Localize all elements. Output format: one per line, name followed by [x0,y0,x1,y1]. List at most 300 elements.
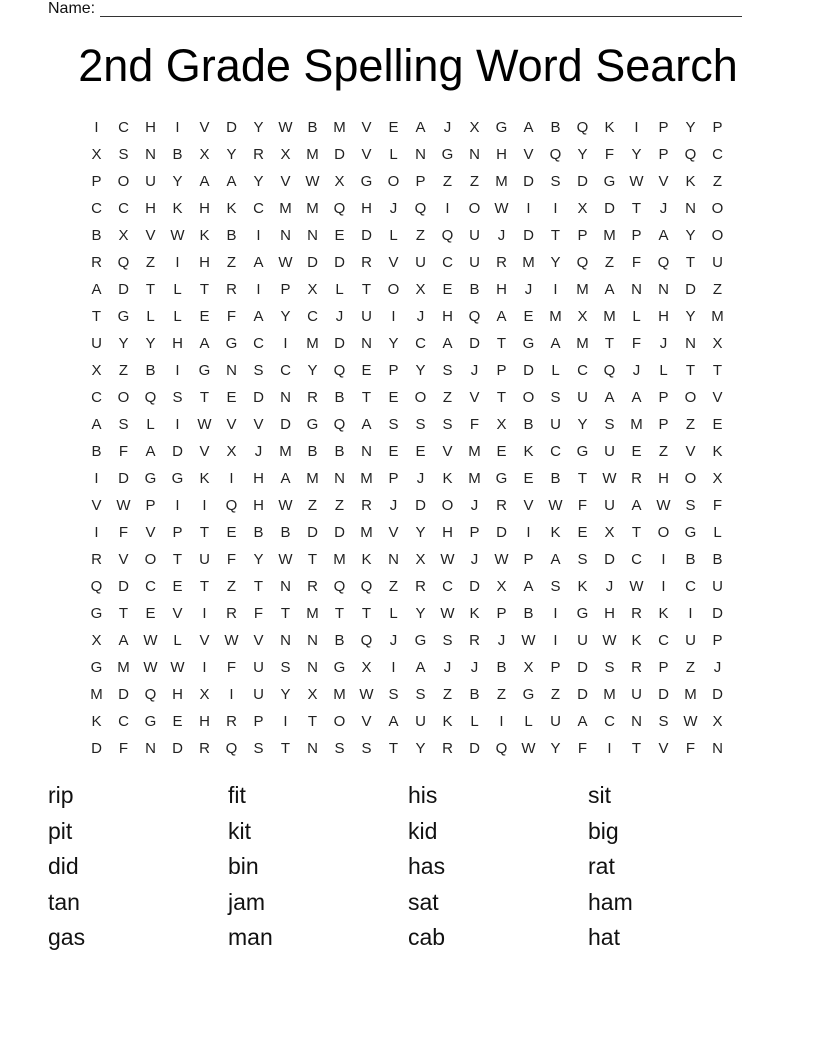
grid-letter[interactable]: T [280,740,291,757]
grid-letter[interactable]: E [631,443,642,460]
grid-letter[interactable]: B [91,443,102,460]
grid-letter[interactable]: W [602,470,617,487]
grid-letter[interactable]: T [685,362,696,379]
grid-letter[interactable]: A [91,281,102,298]
grid-letter[interactable]: I [202,659,207,676]
grid-letter[interactable]: X [91,146,102,163]
grid-letter[interactable]: D [523,173,534,190]
grid-letter[interactable]: V [199,632,210,649]
grid-letter[interactable]: W [629,578,644,595]
grid-letter[interactable]: S [550,389,561,406]
grid-letter[interactable]: F [226,551,237,568]
grid-letter[interactable]: N [685,335,696,352]
grid-letter[interactable]: D [334,254,345,271]
grid-letter[interactable]: R [631,659,642,676]
grid-letter[interactable]: M [603,308,616,325]
grid-letter[interactable]: G [90,659,103,676]
grid-letter[interactable]: A [496,308,507,325]
grid-letter[interactable]: I [283,713,288,730]
grid-letter[interactable]: G [495,119,508,136]
grid-letter[interactable]: Q [576,254,589,271]
grid-letter[interactable]: V [685,443,696,460]
grid-letter[interactable]: T [496,335,507,352]
grid-letter[interactable]: Y [685,227,696,244]
grid-letter[interactable]: S [388,416,399,433]
grid-letter[interactable]: T [604,335,615,352]
grid-letter[interactable]: M [360,470,373,487]
grid-letter[interactable]: M [711,308,724,325]
grid-letter[interactable]: Y [172,173,183,190]
grid-letter[interactable]: V [253,632,264,649]
grid-letter[interactable]: V [199,443,210,460]
grid-letter[interactable]: T [118,605,129,622]
grid-letter[interactable]: Y [226,146,237,163]
grid-letter[interactable]: G [522,335,535,352]
grid-letter[interactable]: W [143,632,158,649]
grid-letter[interactable]: W [116,497,131,514]
grid-letter[interactable]: N [280,578,291,595]
grid-letter[interactable]: I [256,227,261,244]
grid-letter[interactable]: P [631,227,642,244]
grid-letter[interactable]: W [494,200,509,217]
grid-letter[interactable]: Y [685,119,696,136]
grid-letter[interactable]: T [550,227,561,244]
grid-letter[interactable]: O [387,173,400,190]
grid-letter[interactable]: P [550,659,561,676]
grid-letter[interactable]: I [229,470,234,487]
grid-letter[interactable]: K [631,632,642,649]
grid-letter[interactable]: W [548,497,563,514]
grid-letter[interactable]: S [415,686,426,703]
grid-letter[interactable]: D [118,470,129,487]
grid-letter[interactable]: O [333,713,346,730]
grid-letter[interactable]: J [389,497,398,514]
grid-letter[interactable]: S [550,173,561,190]
grid-letter[interactable]: D [334,524,345,541]
grid-letter[interactable]: Q [117,254,130,271]
grid-letter[interactable]: Y [415,740,426,757]
grid-letter[interactable]: R [226,605,237,622]
grid-letter[interactable]: M [333,119,346,136]
grid-letter[interactable]: Q [333,362,346,379]
grid-letter[interactable]: C [118,200,129,217]
grid-letter[interactable]: I [256,281,261,298]
grid-letter[interactable]: W [359,686,374,703]
grid-letter[interactable]: T [712,362,723,379]
grid-letter[interactable]: R [307,578,318,595]
grid-letter[interactable]: C [442,578,453,595]
grid-letter[interactable]: C [577,362,588,379]
grid-letter[interactable]: D [118,686,129,703]
grid-letter[interactable]: E [415,443,426,460]
grid-letter[interactable]: M [495,173,508,190]
grid-letter[interactable]: N [145,146,156,163]
grid-letter[interactable]: Q [333,578,346,595]
grid-letter[interactable]: S [253,362,264,379]
grid-letter[interactable]: M [576,335,589,352]
grid-letter[interactable]: M [90,686,103,703]
grid-letter[interactable]: R [307,389,318,406]
grid-letter[interactable]: O [144,551,157,568]
grid-letter[interactable]: B [685,551,696,568]
grid-letter[interactable]: M [684,686,697,703]
grid-letter[interactable]: A [388,713,399,730]
grid-letter[interactable]: N [361,335,372,352]
grid-letter[interactable]: D [226,119,237,136]
grid-letter[interactable]: H [199,713,210,730]
grid-letter[interactable]: F [118,443,129,460]
grid-letter[interactable]: I [688,605,693,622]
grid-letter[interactable]: R [253,146,264,163]
grid-letter[interactable]: Z [388,578,399,595]
grid-letter[interactable]: W [440,551,455,568]
grid-letter[interactable]: D [91,740,102,757]
grid-letter[interactable]: Z [658,443,669,460]
grid-letter[interactable]: M [333,686,346,703]
grid-letter[interactable]: B [523,605,534,622]
grid-letter[interactable]: V [361,119,372,136]
grid-letter[interactable]: K [604,119,615,136]
grid-letter[interactable]: N [631,281,642,298]
grid-letter[interactable]: J [470,362,479,379]
grid-letter[interactable]: P [388,470,399,487]
grid-letter[interactable]: J [254,443,263,460]
grid-letter[interactable]: M [306,335,319,352]
grid-letter[interactable]: C [712,146,723,163]
grid-letter[interactable]: E [361,362,372,379]
grid-letter[interactable]: P [496,362,507,379]
grid-letter[interactable]: N [361,443,372,460]
grid-letter[interactable]: S [118,416,129,433]
grid-letter[interactable]: S [658,713,669,730]
grid-letter[interactable]: X [361,659,372,676]
grid-letter[interactable]: B [280,524,291,541]
grid-letter[interactable]: V [118,551,129,568]
grid-letter[interactable]: P [91,173,102,190]
grid-letter[interactable]: J [524,281,533,298]
grid-letter[interactable]: J [335,308,344,325]
grid-letter[interactable]: B [307,119,318,136]
grid-letter[interactable]: C [253,335,264,352]
grid-letter[interactable]: C [91,200,102,217]
grid-letter[interactable]: V [172,605,183,622]
grid-letter[interactable]: Q [657,254,670,271]
grid-letter[interactable]: A [415,119,426,136]
grid-letter[interactable]: Z [469,173,480,190]
grid-letter[interactable]: X [307,686,318,703]
grid-letter[interactable]: S [577,551,588,568]
grid-letter[interactable]: V [253,416,264,433]
grid-letter[interactable]: L [524,713,533,730]
grid-letter[interactable]: A [550,551,561,568]
grid-letter[interactable]: L [335,281,344,298]
grid-letter[interactable]: M [306,605,319,622]
grid-letter[interactable]: C [685,578,696,595]
grid-letter[interactable]: T [199,578,210,595]
grid-letter[interactable]: A [253,254,264,271]
grid-letter[interactable]: Y [415,524,426,541]
grid-letter[interactable]: Y [280,308,291,325]
grid-letter[interactable]: P [388,362,399,379]
grid-letter[interactable]: W [494,551,509,568]
grid-letter[interactable]: V [469,389,480,406]
grid-letter[interactable]: N [307,227,318,244]
grid-letter[interactable]: Y [415,362,426,379]
grid-letter[interactable]: B [172,146,183,163]
grid-letter[interactable]: P [280,281,291,298]
grid-letter[interactable]: U [550,713,561,730]
grid-letter[interactable]: J [470,551,479,568]
grid-letter[interactable]: U [469,227,480,244]
grid-letter[interactable]: T [91,308,102,325]
grid-letter[interactable]: V [145,524,156,541]
grid-letter[interactable]: K [91,713,102,730]
grid-letter[interactable]: Z [226,254,237,271]
grid-letter[interactable]: A [604,281,615,298]
grid-letter[interactable]: I [202,497,207,514]
grid-letter[interactable]: Q [225,740,238,757]
grid-letter[interactable]: I [661,551,666,568]
grid-letter[interactable]: S [172,389,183,406]
grid-letter[interactable]: X [712,335,723,352]
grid-letter[interactable]: I [391,659,396,676]
grid-letter[interactable]: W [197,416,212,433]
grid-letter[interactable]: B [496,659,507,676]
grid-letter[interactable]: K [523,443,534,460]
grid-letter[interactable]: D [469,578,480,595]
grid-letter[interactable]: H [145,200,156,217]
grid-letter[interactable]: U [469,254,480,271]
grid-letter[interactable]: A [631,389,642,406]
grid-letter[interactable]: B [91,227,102,244]
grid-letter[interactable]: N [388,551,399,568]
grid-letter[interactable]: B [253,524,264,541]
grid-letter[interactable]: N [280,227,291,244]
grid-letter[interactable]: N [145,740,156,757]
grid-letter[interactable]: G [684,524,697,541]
grid-letter[interactable]: T [631,200,642,217]
grid-letter[interactable]: R [91,254,102,271]
grid-letter[interactable]: F [631,335,642,352]
grid-letter[interactable]: A [91,416,102,433]
grid-letter[interactable]: U [712,578,723,595]
grid-letter[interactable]: T [631,740,642,757]
grid-letter[interactable]: Z [442,173,453,190]
grid-letter[interactable]: Z [442,389,453,406]
grid-letter[interactable]: O [117,389,130,406]
grid-letter[interactable]: M [306,470,319,487]
grid-letter[interactable]: A [118,632,129,649]
grid-letter[interactable]: C [91,389,102,406]
grid-letter[interactable]: U [604,443,615,460]
grid-letter[interactable]: Z [334,497,345,514]
grid-letter[interactable]: D [523,227,534,244]
grid-letter[interactable]: T [361,389,372,406]
grid-letter[interactable]: E [172,578,183,595]
grid-letter[interactable]: Y [685,308,696,325]
grid-letter[interactable]: A [604,389,615,406]
grid-letter[interactable]: X [91,632,102,649]
grid-letter[interactable]: Y [253,119,264,136]
grid-letter[interactable]: I [391,308,396,325]
name-write-line[interactable] [100,1,742,17]
grid-letter[interactable]: G [144,470,157,487]
grid-letter[interactable]: R [496,254,507,271]
grid-letter[interactable]: P [145,497,156,514]
grid-letter[interactable]: G [144,713,157,730]
grid-letter[interactable]: E [442,281,453,298]
grid-letter[interactable]: S [334,740,345,757]
grid-letter[interactable]: D [712,605,723,622]
grid-letter[interactable]: K [226,200,237,217]
grid-letter[interactable]: W [170,227,185,244]
grid-letter[interactable]: O [711,227,724,244]
grid-letter[interactable]: C [280,362,291,379]
grid-letter[interactable]: I [283,335,288,352]
grid-letter[interactable]: O [522,389,535,406]
grid-letter[interactable]: C [550,443,561,460]
grid-letter[interactable]: Z [496,686,507,703]
grid-letter[interactable]: G [171,470,184,487]
grid-letter[interactable]: D [469,335,480,352]
grid-letter[interactable]: X [307,281,318,298]
grid-letter[interactable]: I [553,281,558,298]
grid-letter[interactable]: I [499,713,504,730]
grid-letter[interactable]: P [577,227,588,244]
grid-letter[interactable]: Q [333,416,346,433]
grid-letter[interactable]: N [631,713,642,730]
grid-letter[interactable]: A [199,335,210,352]
grid-letter[interactable]: D [307,524,318,541]
grid-letter[interactable]: Z [118,362,129,379]
grid-letter[interactable]: Y [307,362,318,379]
grid-letter[interactable]: V [226,416,237,433]
grid-letter[interactable]: A [145,443,156,460]
grid-letter[interactable]: J [713,659,722,676]
grid-letter[interactable]: U [253,686,264,703]
grid-letter[interactable]: Q [144,389,157,406]
grid-letter[interactable]: P [658,659,669,676]
grid-letter[interactable]: I [202,605,207,622]
grid-letter[interactable]: I [445,200,450,217]
grid-letter[interactable]: Y [550,740,561,757]
grid-letter[interactable]: I [94,470,99,487]
grid-letter[interactable]: A [199,173,210,190]
grid-letter[interactable]: B [334,443,345,460]
grid-letter[interactable]: R [91,551,102,568]
grid-letter[interactable]: D [307,254,318,271]
grid-letter[interactable]: C [118,713,129,730]
grid-letter[interactable]: J [632,362,641,379]
grid-letter[interactable]: E [145,605,156,622]
grid-letter[interactable]: U [199,551,210,568]
grid-letter[interactable]: D [712,686,723,703]
grid-letter[interactable]: S [604,416,615,433]
grid-letter[interactable]: Q [549,146,562,163]
grid-letter[interactable]: Z [307,497,318,514]
grid-letter[interactable]: P [415,173,426,190]
grid-letter[interactable]: V [91,497,102,514]
grid-letter[interactable]: A [226,173,237,190]
grid-letter[interactable]: S [442,362,453,379]
grid-letter[interactable]: K [658,605,669,622]
grid-letter[interactable]: X [118,227,129,244]
grid-letter[interactable]: G [603,173,616,190]
grid-letter[interactable]: J [416,470,425,487]
grid-letter[interactable]: D [415,497,426,514]
grid-letter[interactable]: Z [550,686,561,703]
grid-letter[interactable]: R [361,254,372,271]
grid-letter[interactable]: L [146,308,155,325]
grid-letter[interactable]: Q [576,119,589,136]
grid-letter[interactable]: D [118,281,129,298]
grid-letter[interactable]: J [470,659,479,676]
grid-letter[interactable]: A [658,227,669,244]
grid-letter[interactable]: H [172,335,183,352]
grid-letter[interactable]: O [711,200,724,217]
grid-letter[interactable]: T [307,713,318,730]
grid-letter[interactable]: C [658,632,669,649]
grid-letter[interactable]: M [576,281,589,298]
grid-letter[interactable]: C [307,308,318,325]
grid-letter[interactable]: V [658,173,669,190]
grid-letter[interactable]: O [117,173,130,190]
grid-letter[interactable]: C [253,200,264,217]
grid-letter[interactable]: K [361,551,372,568]
grid-letter[interactable]: P [523,551,534,568]
grid-letter[interactable]: R [226,281,237,298]
grid-letter[interactable]: U [631,686,642,703]
grid-letter[interactable]: Q [495,740,508,757]
grid-letter[interactable]: G [333,659,346,676]
grid-letter[interactable]: S [604,659,615,676]
grid-letter[interactable]: R [226,713,237,730]
grid-letter[interactable]: D [577,173,588,190]
grid-letter[interactable]: J [497,227,506,244]
grid-letter[interactable]: N [280,632,291,649]
grid-letter[interactable]: D [118,578,129,595]
grid-letter[interactable]: Y [253,551,264,568]
grid-letter[interactable]: B [334,389,345,406]
grid-letter[interactable]: Z [442,686,453,703]
grid-letter[interactable]: Z [712,281,723,298]
grid-letter[interactable]: Z [145,254,156,271]
grid-letter[interactable]: Q [441,227,454,244]
grid-letter[interactable]: X [604,524,615,541]
grid-letter[interactable]: R [631,605,642,622]
grid-letter[interactable]: N [226,362,237,379]
grid-letter[interactable]: T [199,524,210,541]
grid-letter[interactable]: Z [604,254,615,271]
grid-letter[interactable]: F [577,497,588,514]
grid-letter[interactable]: K [172,200,183,217]
grid-letter[interactable]: M [117,659,130,676]
grid-letter[interactable]: F [604,146,615,163]
grid-letter[interactable]: H [496,281,507,298]
grid-letter[interactable]: F [469,416,480,433]
grid-letter[interactable]: D [361,227,372,244]
grid-letter[interactable]: R [631,470,642,487]
grid-letter[interactable]: N [334,470,345,487]
grid-letter[interactable]: W [602,632,617,649]
grid-letter[interactable]: I [94,119,99,136]
grid-letter[interactable]: P [658,119,669,136]
grid-letter[interactable]: X [415,551,426,568]
grid-letter[interactable]: I [229,686,234,703]
grid-letter[interactable]: T [631,524,642,541]
grid-letter[interactable]: J [416,308,425,325]
grid-letter[interactable]: K [199,227,210,244]
